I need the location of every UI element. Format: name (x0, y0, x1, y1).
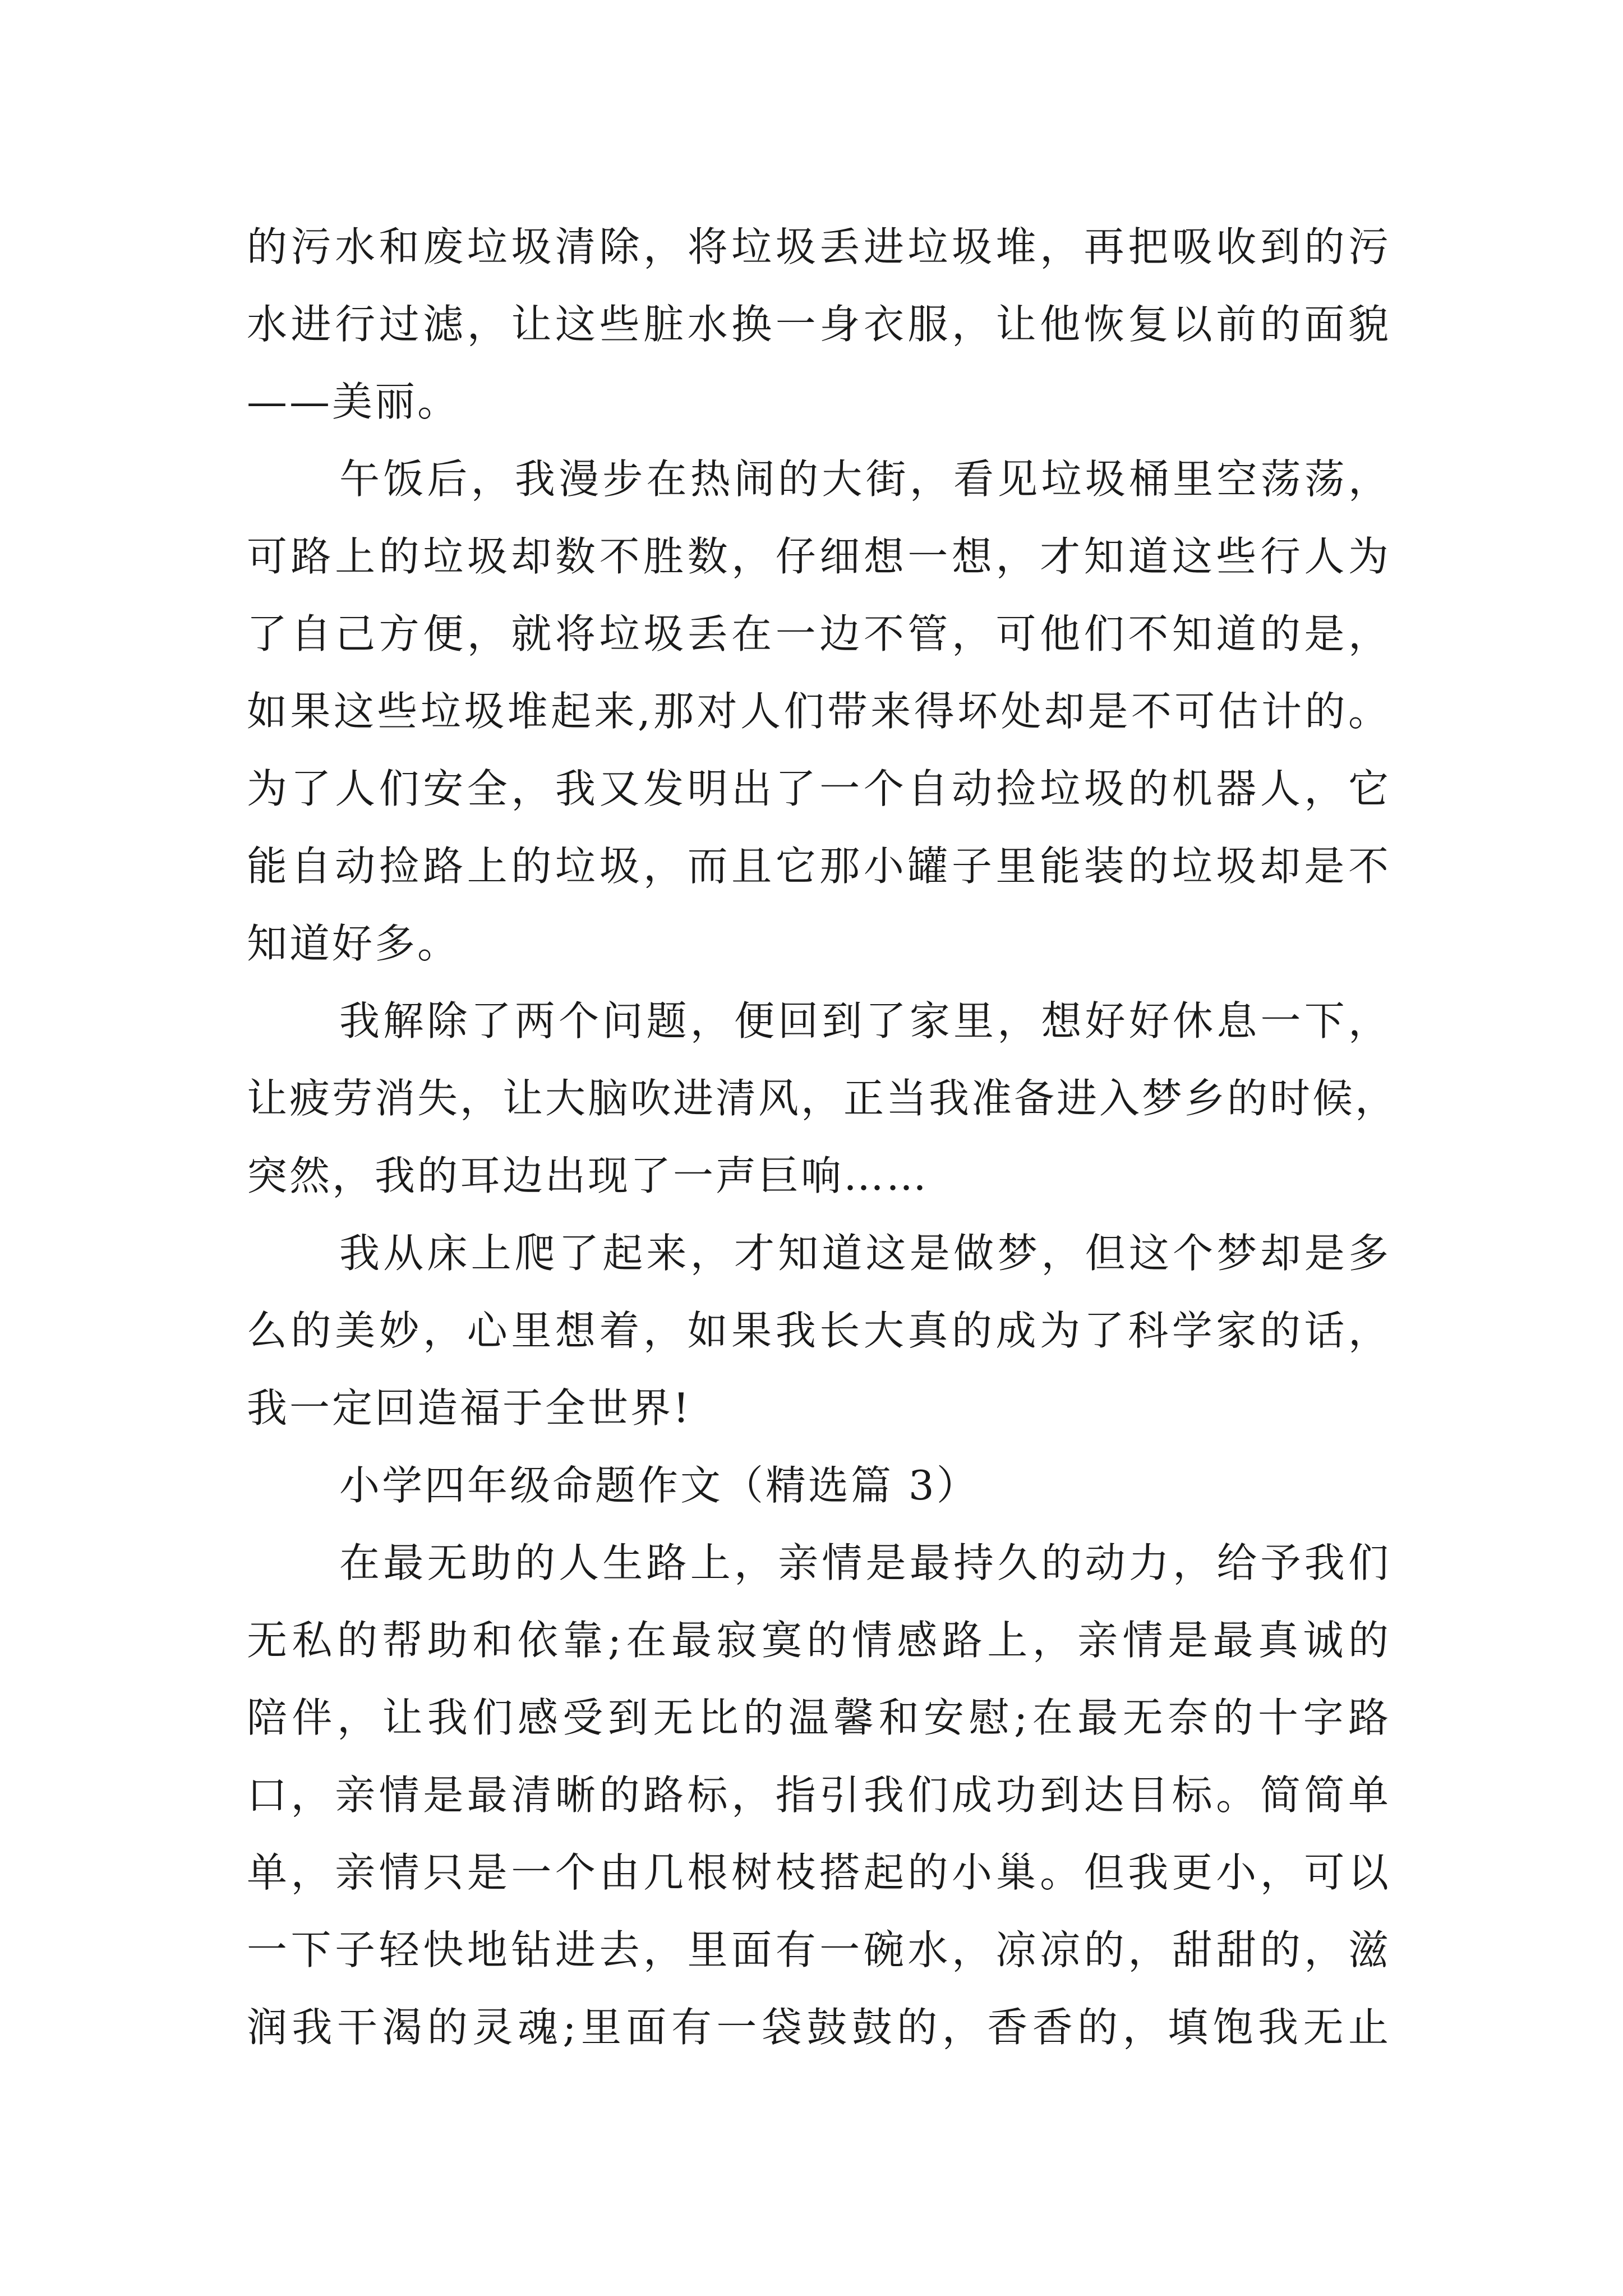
paragraph-first-line: 在最无助的人生路上，亲情是最持久的动力，给予我们 (339, 1539, 1391, 1586)
text-line: 水进行过滤，让这些脏水换一身衣服，让他恢复以前的面貌 (247, 301, 1391, 348)
text-line: 么的美妙，心里想着，如果我长大真的成为了科学家的话， (247, 1307, 1391, 1354)
text-line: ——美丽。 (247, 378, 460, 425)
text-line: 知道好多。 (247, 920, 460, 967)
paragraph-first-line: 午饭后，我漫步在热闹的大街，看见垃圾桶里空荡荡， (339, 455, 1391, 503)
text-line: 口，亲情是最清晰的路标，指引我们成功到达目标。简简单 (247, 1772, 1391, 1819)
paragraph-first-line: 我从床上爬了起来，才知道这是做梦，但这个梦却是多 (339, 1230, 1391, 1277)
text-line: 一下子轻快地钻进去，里面有一碗水，凉凉的，甜甜的，滋 (247, 1926, 1391, 1973)
text-line: 无私的帮助和依靠;在最寂寞的情感路上，亲情是最真诚的 (247, 1617, 1391, 1664)
text-line: 突然，我的耳边出现了一声巨响…… (247, 1152, 929, 1199)
text-line: 单，亲情只是一个由几根树枝搭起的小巢。但我更小，可以 (247, 1849, 1391, 1896)
text-line: 能自动捡路上的垃圾，而且它那小罐子里能装的垃圾却是不 (247, 843, 1391, 890)
text-line: 如果这些垃圾堆起来,那对人们带来得坏处却是不可估计的。 (247, 688, 1391, 735)
text-line: 陪伴，让我们感受到无比的温馨和安慰;在最无奈的十字路 (247, 1694, 1391, 1741)
text-line: 了自己方便，就将垃圾丢在一边不管，可他们不知道的是， (247, 610, 1391, 657)
section-heading: 小学四年级命题作文（精选篇 3） (339, 1462, 979, 1509)
text-line: 为了人们安全，我又发明出了一个自动捡垃圾的机器人，它 (247, 765, 1391, 812)
text-line: 可路上的垃圾却数不胜数，仔细想一想，才知道这些行人为 (247, 533, 1391, 580)
text-line: 让疲劳消失，让大脑吹进清风，正当我准备进入梦乡的时候， (247, 1075, 1398, 1122)
text-line: 的污水和废垃圾清除，将垃圾丢进垃圾堆，再把吸收到的污 (247, 223, 1391, 270)
paragraph-first-line: 我解除了两个问题，便回到了家里，想好好休息一下， (339, 997, 1391, 1045)
text-line: 润我干渴的灵魂;里面有一袋鼓鼓的，香香的，填饱我无止 (247, 2004, 1391, 2051)
text-line: 我一定回造福于全世界! (247, 1384, 691, 1432)
